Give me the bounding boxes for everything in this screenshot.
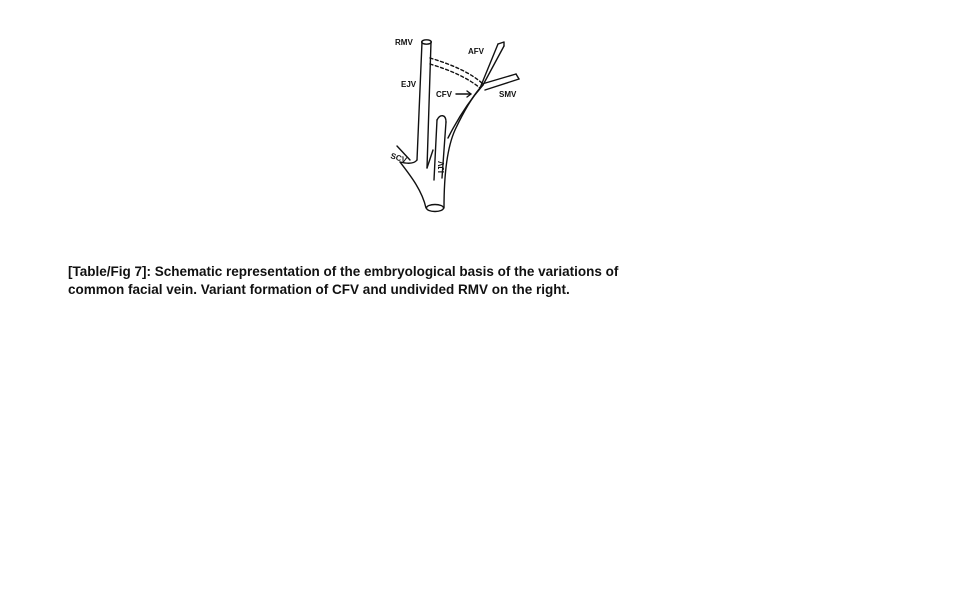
smv-label: SMV <box>499 90 517 99</box>
ejv-vessel-inner <box>427 42 431 168</box>
ijv-outer-wall <box>444 88 480 208</box>
afv-label: AFV <box>468 47 484 56</box>
figure-caption <box>68 263 768 299</box>
ejv-label: EJV <box>401 80 417 89</box>
ejv-vessel <box>417 42 422 160</box>
base-cap <box>427 205 444 212</box>
smv-branch-lower <box>485 79 519 90</box>
rmv-cap <box>422 40 432 44</box>
afv-tip <box>498 42 504 46</box>
dashed-connection-1 <box>430 58 483 84</box>
scv-contour-lower <box>400 162 426 208</box>
vein-schematic-diagram <box>370 30 540 220</box>
vein-schematic-svg <box>370 30 540 220</box>
scv-label: SCV <box>389 151 408 165</box>
cfv-label: CFV <box>436 90 452 99</box>
smv-branch-upper <box>482 74 516 84</box>
smv-tip <box>516 74 519 79</box>
cfv-trunk <box>448 85 483 138</box>
caption-line-2: common facial vein. Variant formation of CFV and undivided RMV on the right. <box>68 282 570 297</box>
rmv-label: RMV <box>395 38 413 47</box>
ijv-stub-top <box>437 116 446 122</box>
caption-line-1: [Table/Fig 7]: Schematic representation of the embryological basis of the variations of <box>68 264 619 279</box>
ijv-label: IJV <box>437 160 446 173</box>
